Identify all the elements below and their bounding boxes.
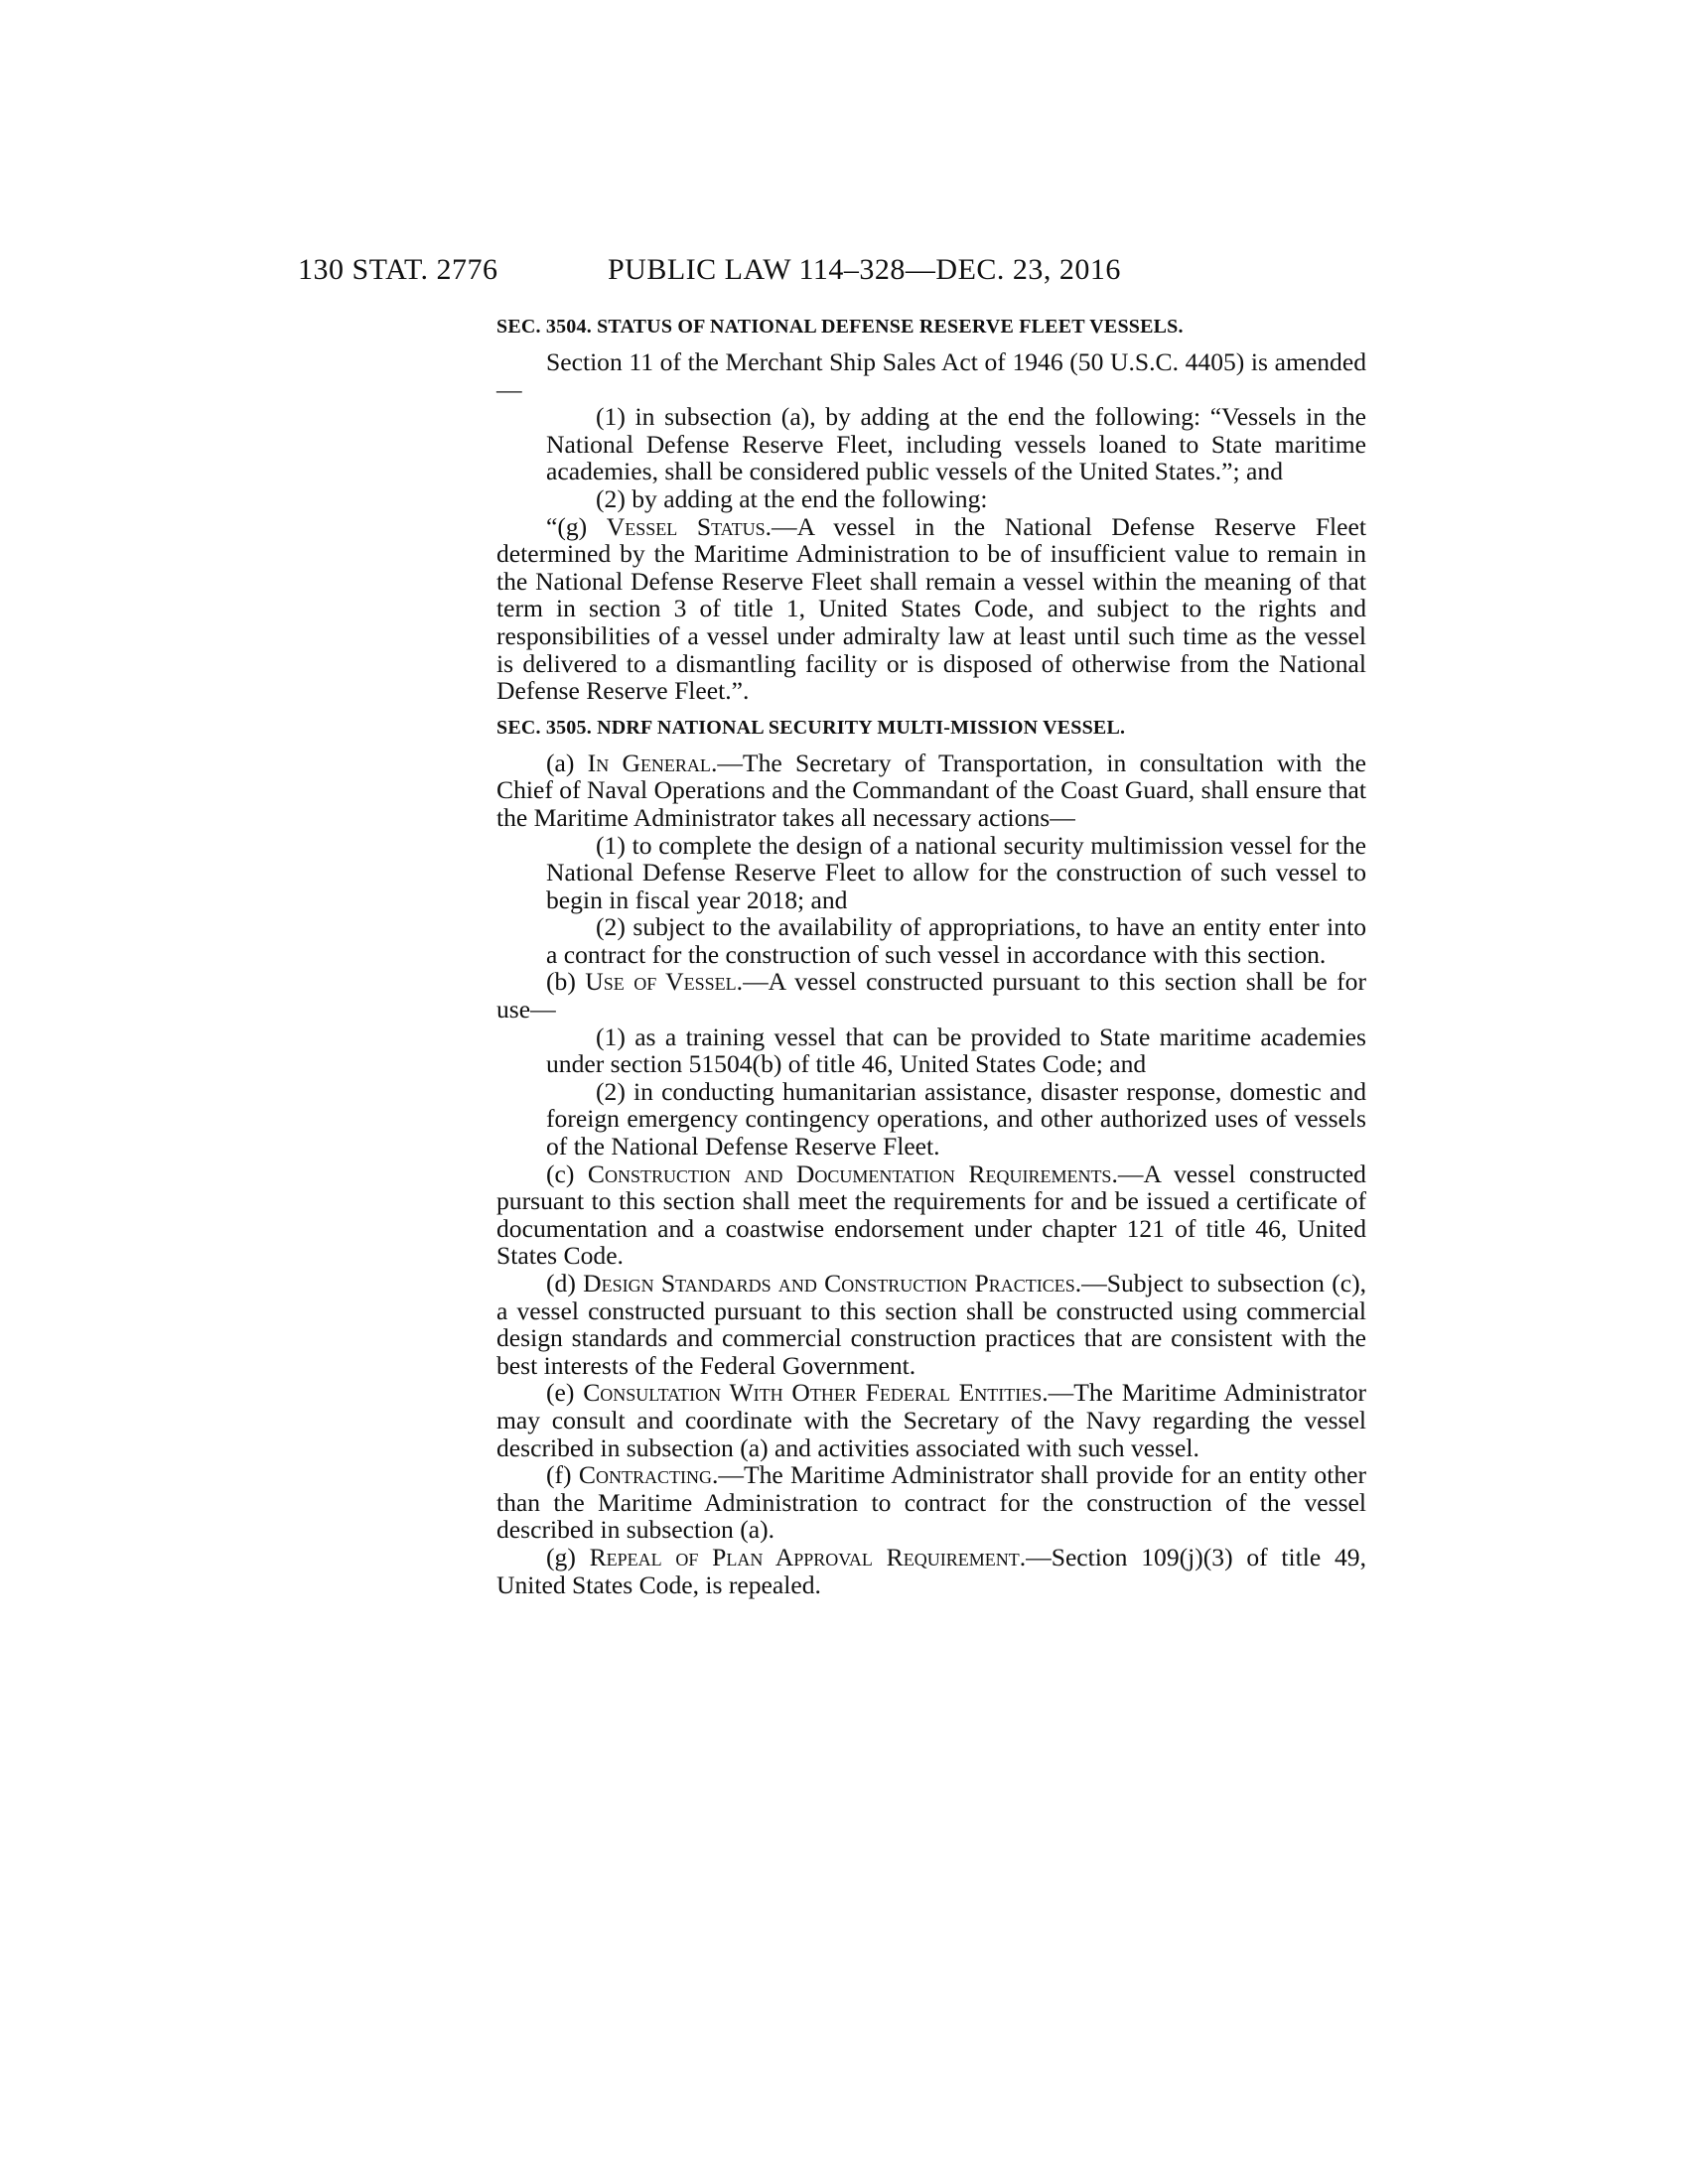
subsection-c-text: .—A vessel constructed pursuant to this section shall meet the requirements for and be issued a certificate of documentation and a coastwise endorsement under chapter 121 of title 46, United States Code. [496, 1159, 1366, 1271]
section-3504-item-2: (2) by adding at the end the following: [596, 483, 988, 513]
section-3505-subsection-e [496, 1379, 1366, 1461]
subsection-d-text: .—Subject to subsection (c), a vessel constructed pursuant to this section shall be constructed using commercial design standards and commercial construction practices that are consistent with the best interests of the Federal Government. [496, 1269, 1366, 1380]
subsection-a-item-2: (2) subject to the availability of appropriations, to have an entity enter into a contract for the construction of such vessel in accordance with this section. [546, 912, 1366, 969]
subsection-e-prefix: (e) [546, 1378, 584, 1408]
section-3505-subsection-f [496, 1461, 1366, 1544]
subsection-b-text: .—A vessel constructed pursuant to this section shall be for use— [496, 967, 1366, 1024]
subsection-g2-heading: Repeal of Plan Approval Requirement [589, 1542, 1020, 1571]
subsection-d-prefix: (d) [546, 1269, 584, 1297]
document-body [496, 316, 1366, 1598]
subsection-a-prefix: (a) [546, 748, 588, 777]
subsection-a-item-1: (1) to complete the design of a national security multimission vessel for the National Defense Reserve Fleet to allow for the construction of such vessel to begin in fiscal year 2018; and [546, 830, 1366, 914]
section-3504-intro: Section 11 of the Merchant Ship Sales Act of 1946 (50 U.S.C. 4405) is amended— [496, 347, 1366, 404]
section-3504-item-1: (1) in subsection (a), by adding at the end the following: “Vessels in the National Defense Reserve Fleet, including vessels loaned to State maritime academies, shall be considered public vessels of the United States.”; and [546, 402, 1366, 486]
subsection-c-prefix: (c) [546, 1159, 588, 1188]
subsection-b-heading: Use of Vessel [585, 967, 737, 997]
subsection-g2-text: .—Section 109(j)(3) of title 49, United States Code, is repealed. [496, 1542, 1366, 1599]
section-3505-subsection-c [496, 1160, 1366, 1270]
subsection-e-text: .—The Maritime Administrator may consult and coordinate with the Secretary of the Navy regarding the vessel described in subsection (a) and activities associated with such vessel. [496, 1378, 1366, 1462]
subsection-b-item-2: (2) in conducting humanitarian assistance, disaster response, domestic and foreign emergency contingency operations, and other authorized uses of vessels of the National Defense Reserve Fleet. [546, 1076, 1366, 1161]
subsection-f-text: .—The Maritime Administrator shall provide for an entity other than the Maritime Administration to contract for the construction of the vessel described in subsection (a). [496, 1460, 1367, 1545]
subsection-b-item-1: (1) as a training vessel that can be provided to State maritime academies under section 51504(b) of title 46, United States Code; and [546, 1022, 1366, 1079]
subsection-g-text: .—A vessel in the National Defense Reserve Fleet determined by the Maritime Administration to be of insufficient value to remain in the National Defense Reserve Fleet shall remain a vessel within the meaning of that term in section 3 of title 1, United States Code, and subject to the rights and responsibilities of a vessel under admiralty law at least until such time as the vessel is delivered to a dismantling facility or is disposed of otherwise from the National Defense Reserve Fleet.”. [496, 511, 1366, 706]
section-3505-heading: SEC. 3505. NDRF NATIONAL SECURITY MULTI-MISSION VESSEL. [496, 716, 1126, 739]
subsection-g-prefix: “(g) [546, 511, 607, 541]
subsection-b-prefix: (b) [546, 967, 586, 997]
subsection-g2-prefix: (g) [546, 1542, 590, 1571]
subsection-a-heading: In General [587, 748, 711, 777]
section-3505-subsection-d [496, 1270, 1366, 1379]
subsection-c-heading: Construction and Documentation Requirements [587, 1159, 1112, 1188]
section-3505-subsection-g [496, 1544, 1366, 1598]
subsection-g-heading: Vessel Status [606, 511, 766, 541]
subsection-d-heading: Design Standards and Construction Practices [583, 1269, 1075, 1297]
subsection-e-heading: Consultation With Other Federal Entities [583, 1378, 1043, 1408]
subsection-f-prefix: (f) [546, 1460, 579, 1490]
subsection-f-heading: Contracting [578, 1460, 712, 1490]
page-header [298, 253, 1390, 293]
section-3504-heading: SEC. 3504. STATUS OF NATIONAL DEFENSE RESERVE FLEET VESSELS. [496, 316, 1184, 338]
section-3504-subsection-g [496, 513, 1366, 705]
section-3505-subsection-b [496, 968, 1366, 1023]
section-3505-subsection-a [496, 750, 1366, 832]
running-title: PUBLIC LAW 114–328—DEC. 23, 2016 [608, 253, 1121, 286]
statute-page-number: 130 STAT. 2776 [298, 253, 498, 286]
subsection-a-text: .—The Secretary of Transportation, in consultation with the Chief of Naval Operations and the Commandant of the Coast Guard, shall ensure that the Maritime Administrator takes all necessary actions— [496, 748, 1366, 832]
